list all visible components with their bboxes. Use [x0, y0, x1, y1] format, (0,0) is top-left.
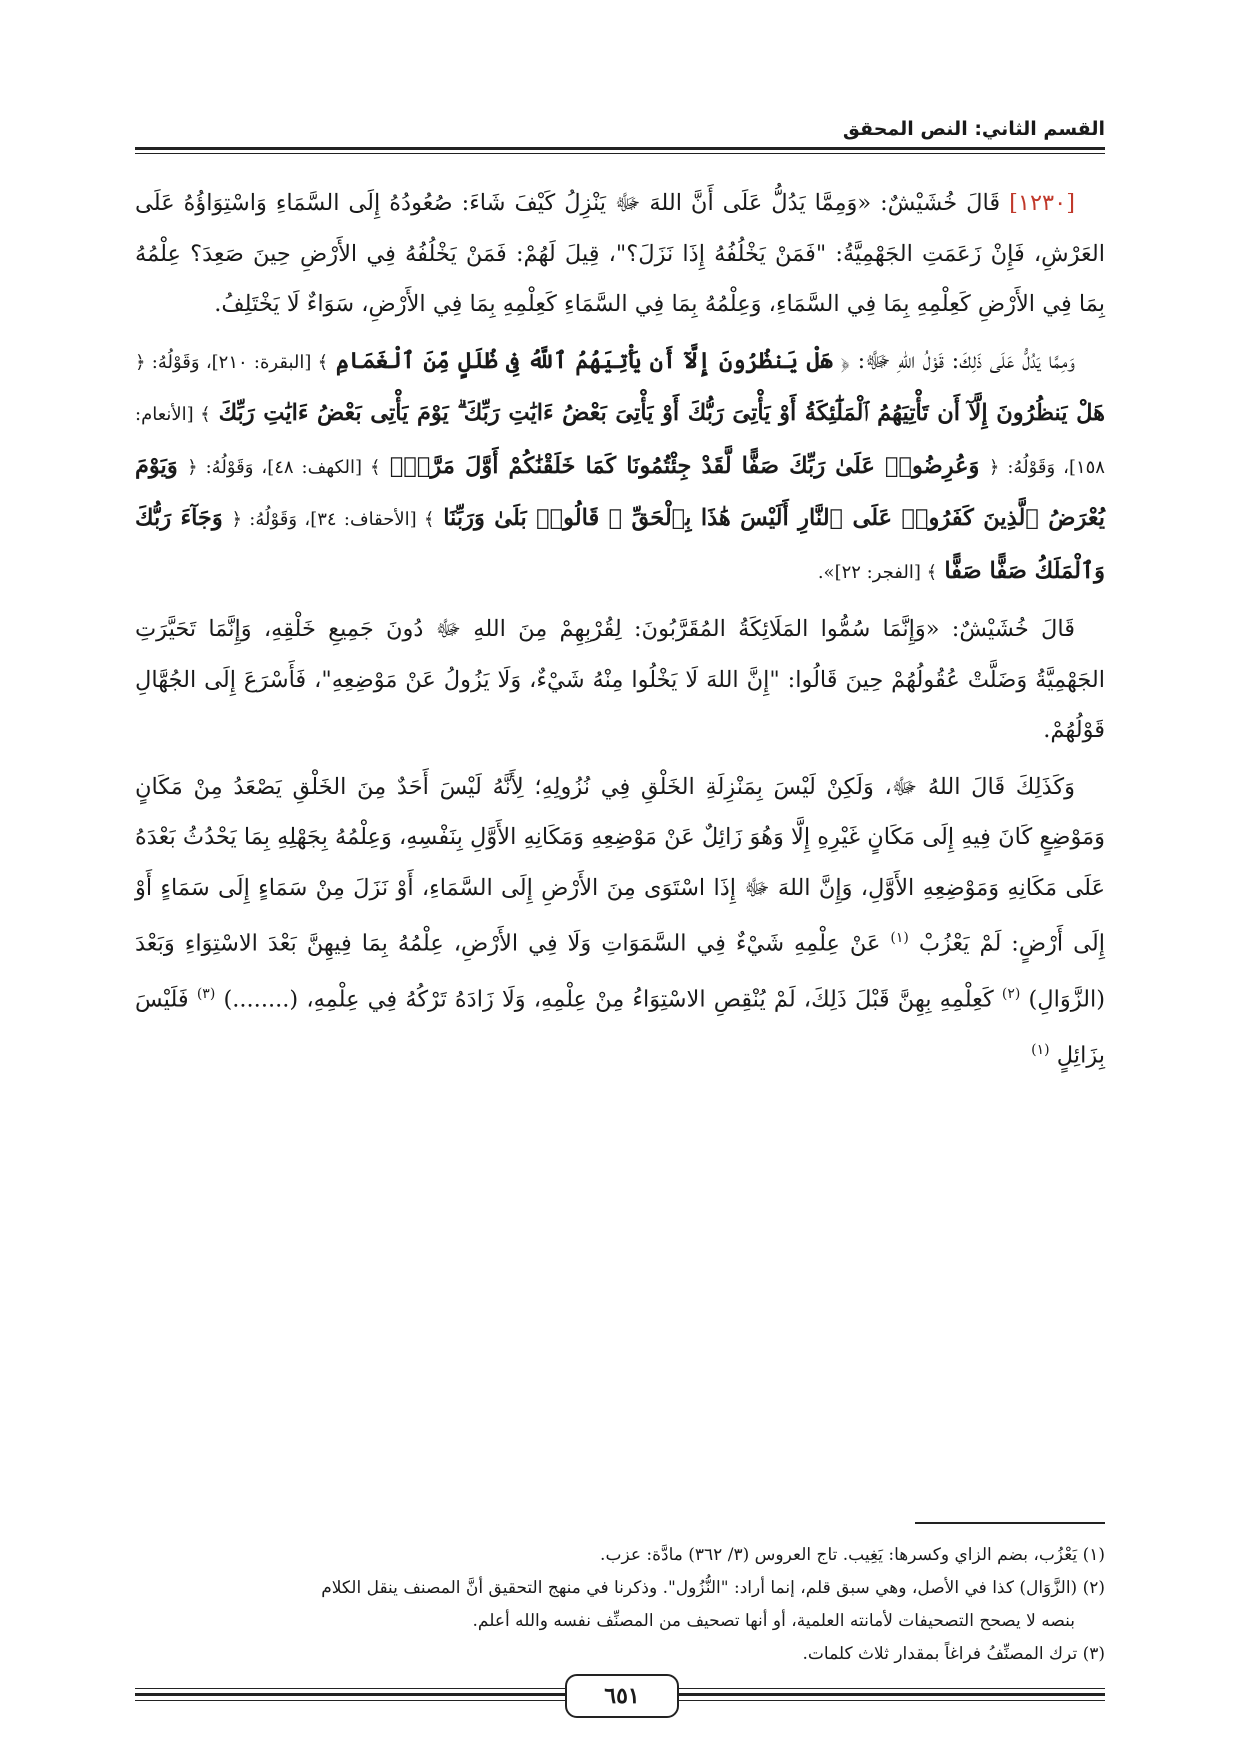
paragraph-text: وَكَذَلِكَ قَالَ اللهُ ﷻ، وَلَكِنْ لَيْسَ بِمَنْزِلَةِ الخَلْقِ فِي نُزُولِهِ؛ لِأَنَّهُ لَيْسَ أَحَدٌ مِنَ الخَلْقِ يَصْعَدُ مِنْ مَكَانٍ وَمَوْضِعٍ كَانَ فِيهِ إِلَى مَكَانٍ غَيْرِهِ إِلَّا وَهُوَ زَائِلٌ عَنْ مَوْضِعِهِ وَمَكَانِهِ الأَوَّلِ بِنَفْسِهِ، وَعِلْمُهُ بِجَهْلِهِ بِمَا يَحْدُثُ بَعْدَهُ عَلَى مَكَانِهِ وَمَوْضِعِهِ الأَوَّلِ، وَإِنَّ اللهَ ﷻ إِذَا اسْتَوَى مِنَ الأَرْضِ إِلَى السَّمَاءِ، أَوْ نَزَلَ مِنْ سَمَاءٍ إِلَى سَمَاءٍ أَوْ إِلَى أَرْضٍ: لَمْ يَعْزُبْ [135, 773, 1105, 957]
quran-verse: وَعُرِضُوا۟ عَلَىٰ رَبِّكَ صَفًّا لَّقَدْ جِئْتُمُونَا كَمَا خَلَقْنَٰكُمْ أَوَّلَ مَرَّةٍۭ [389, 452, 980, 479]
paragraph-text: قَالَ خُشَيْشٌ: «وَمِمَّا يَدُلُّ عَلَى أَنَّ اللهَ ﷻ يَنْزِلُ كَيْفَ شَاءَ: صُعُودُهُ إِلَى السَّمَاءِ وَاسْتِوَاؤُهُ عَلَى العَرْشِ، فَإِنْ زَعَمَتِ الجَهْمِيَّةُ: "فَمَنْ يَخْلُفُهُ إِذَا نَزَلَ؟"، قِيلَ لَهُمْ: فَمَنْ يَخْلُفُهُ فِي الأَرْضِ حِينَ صَعِدَ؟ عِلْمُهُ بِمَا فِي الأَرْضِ كَعِلْمِهِ بِمَا فِي السَّمَاءِ، وَعِلْمُهُ بِمَا فِي السَّمَاءِ كَعِلْمِهِ بِمَا فِي الأَرْضِ، سَوَاءٌ لَا يَخْتَلِفُ. [135, 190, 1105, 317]
verse-reference: ﴾ [الفجر: ٢٢]». [817, 561, 938, 583]
paragraph-number: [١٢٣٠] [1009, 190, 1075, 216]
quran-verse: وَيَوْمَ يُعْرَضُ ٱلَّذِينَ كَفَرُوا۟ عَلَى ٱلنَّارِ أَلَيْسَ هَٰذَا بِٱلْحَقِّ ۖ قَالُوا۟ بَلَىٰ وَرَبِّنَا [135, 452, 1105, 531]
footnote-marker[interactable]: (١) [1031, 1042, 1050, 1058]
footnote-marker[interactable]: (١) [890, 930, 909, 946]
paragraph-1230 [135, 178, 1105, 330]
verse-reference: ﴾ [الأحقاف: ٣٤]، وَقَوْلُهُ: ﴿ [231, 509, 435, 530]
paragraph-text: قَالَ خُشَيْشٌ: «وَإِنَّمَا سُمُّوا المَلَائِكَةُ المُقَرَّبُونَ: لِقُرْبِهِمْ مِنَ اللهِ ﷻ دُونَ جَمِيعِ خَلْقِهِ، وَإِنَّمَا تَحَيَّرَتِ الجَهْمِيَّةُ وَضَلَّتْ عُقُولُهُمْ حِينَ قَالُوا: "إِنَّ اللهَ لَا يَخْلُوا مِنْهُ شَيْءٌ، وَلَا يَزُولُ عَنْ مَوْضِعِهِ"، فَأَسْرَعَ إِلَى الجُهَّالِ قَوْلُهُمْ. [135, 616, 1105, 743]
footnotes [135, 1540, 1105, 1672]
footnote-marker[interactable]: (٢) [1001, 986, 1021, 1002]
paragraph-text: كَعِلْمِهِ بِهِنَّ قَبْلَ ذَلِكَ، لَمْ يُنْقِصِ الاسْتِوَاءُ مِنْ عِلْمِهِ، وَلَا زَادَهُ تَرْكُهُ فِي عِلْمِهِ، (........) [223, 986, 994, 1013]
quran-verse: هَلْ يَنظُرُونَ إِلَّآ أَن تَأْتِيَهُمُ ٱلْمَلَٰٓئِكَةُ أَوْ يَأْتِىَ رَبُّكَ أَوْ يَأْتِىَ بَعْضُ ءَايَٰتِ رَبِّكَ ۗ يَوْمَ يَأْتِى بَعْضُ ءَايَٰتِ رَبِّكَ [218, 400, 1105, 426]
header-rule-thin [135, 153, 1105, 154]
paragraph-descent [135, 762, 1105, 1082]
paragraph-text: عَنْ عِلْمِهِ شَيْءٌ فِي السَّمَوَاتِ وَلَا فِي الأَرْضِ، عِلْمُهُ بِمَا فِيهِنَّ بَعْدَ الاسْتِوَاءِ وَبَعْدَ (الزَّوَالِ) [135, 930, 1106, 1013]
footnote-separator [915, 1522, 1105, 1524]
main-text [135, 178, 1105, 1087]
footnote-1: (١) يَعْزُب، بضم الزاي وكسرها: يَغِيب. تاج العروس (٣/ ٣٦٢) مادَّة: عزب. [600, 1545, 1105, 1565]
quran-verse: هَلْ يَنظُرُونَ إِلَّآ أَن يَأْتِيَهُمُ ٱللَّهُ فِى ظُلَلٍ مِّنَ ٱلْغَمَامِ [335, 347, 833, 374]
paragraph-text: فَلَيْسَ بِزَائِلٍ [135, 986, 1105, 1069]
quran-verse: وَجَآءَ رَبُّكَ وَٱلْمَلَكُ صَفًّا صَفًّا [135, 505, 1105, 584]
page-number: ٦٥١ [565, 1674, 679, 1718]
footnote-marker[interactable]: (٣) [196, 986, 216, 1002]
running-header: القسم الثاني: النص المحقق [842, 118, 1105, 140]
verse-reference: ﴾ [الكهف: ٤٨]، وَقَوْلُهُ: ﴿ [187, 456, 381, 478]
footnote-3: (٣) ترك المصنِّفُ فراغاً بمقدار ثلاث كلمات. [802, 1644, 1105, 1664]
paragraph-angels [135, 604, 1105, 756]
verse-reference: ﴾ [البقرة: ٢١٠]، وَقَوْلُهُ: ﴿ [135, 351, 329, 373]
footnote-2: (٢) (الزَّوَال) كذا في الأصل، وهي سبق قلم، إنما أراد: "النُّزُول". وذكرنا في منهج التحقيق أنَّ المصنف ينقل الكلام [321, 1578, 1105, 1598]
header-rule-thick [135, 147, 1105, 150]
paragraph-quran-evidence [135, 336, 1105, 599]
footnote-2-continued: بنصه لا يصحح التصحيفات لأمانته العلمية، أو أنها تصحيف من المصنِّف نفسه والله أعلم. [472, 1611, 1075, 1631]
intro-text: وَمِمَّا يَدُلُّ عَلَى ذَلِكَ: قَوْلُ اللهِ ﷻ: ﴿ [840, 347, 1076, 374]
verse-reference: ﴾ [الأنعام: ١٥٨]، وَقَوْلُهُ: ﴿ [135, 404, 1105, 478]
